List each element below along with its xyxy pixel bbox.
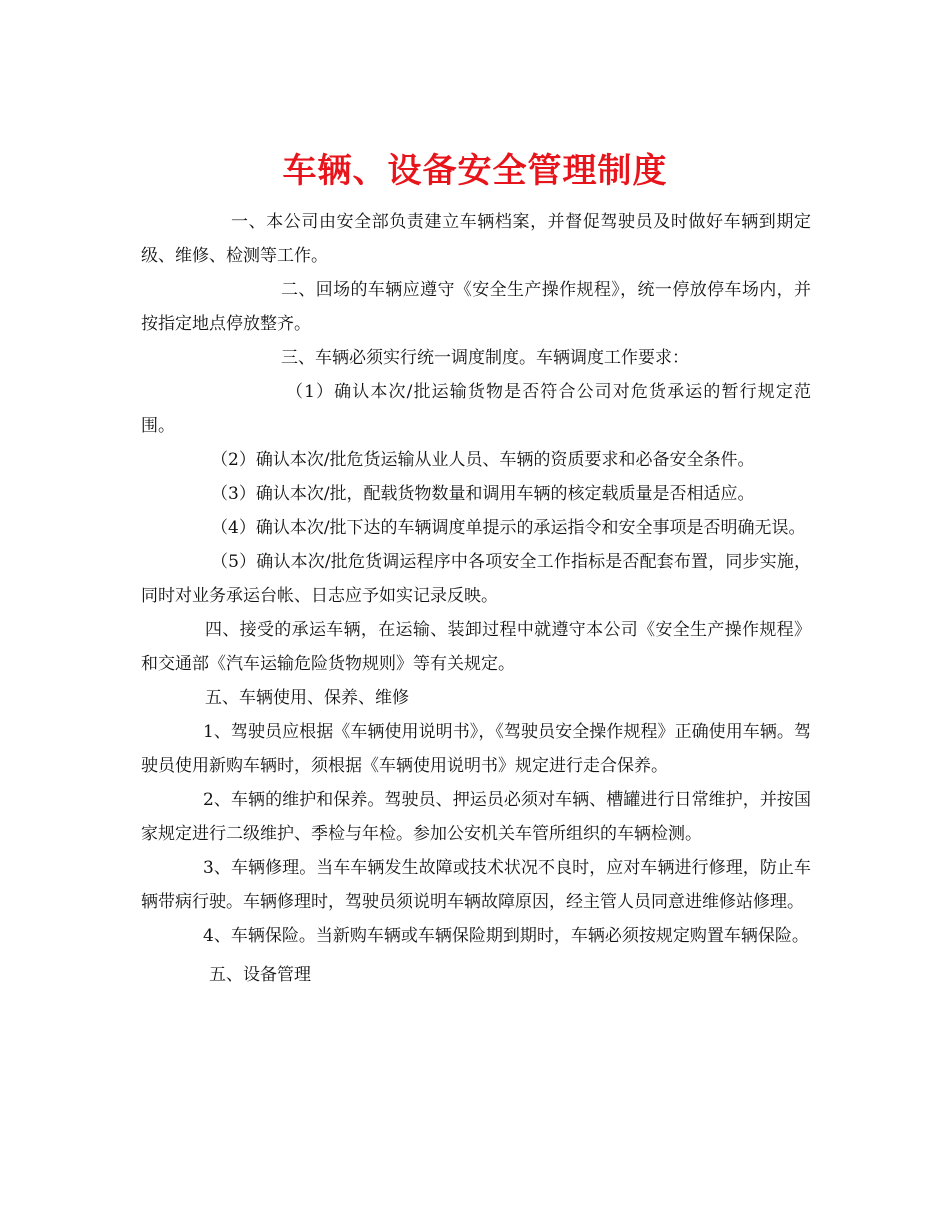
paragraph-7: （4）确认本次/批下达的车辆调度单提示的承运指令和安全事项是否明确无误。 (211, 518, 806, 538)
paragraph-15: 五、设备管理 (209, 965, 311, 985)
paragraph-10: 五、车辆使用、保养、维修 (205, 688, 409, 708)
document-body (141, 205, 811, 992)
paragraph-2: 二、回场的车辆应遵守《安全生产操作规程》，统一停放停车场内，并按指定地点停放整齐。 (141, 280, 811, 334)
paragraph-5: （2）确认本次/批危货运输从业人员、车辆的资质要求和必备安全条件。 (211, 450, 755, 470)
paragraph-14: 4、车辆保险。当新购车辆或车辆保险期到期时，车辆必须按规定购置车辆保险。 (203, 926, 809, 946)
paragraph-13: 3、车辆修理。当车车辆发生故障或技术状况不良时，应对车辆进行修理，防止车辆带病行驶。车辆修理时，驾驶员须说明车辆故障原因，经主管人员同意进维修站修理。 (141, 858, 811, 912)
paragraph-9: 四、接受的承运车辆，在运输、装卸过程中就遵守本公司《安全生产操作规程》和交通部《汽车运输危险货物规则》等有关规定。 (141, 620, 811, 674)
paragraph-8: （5）确认本次/批危货调运程序中各项安全工作指标是否配套布置，同步实施，同时对业务承运台帐、日志应予如实记录反映。 (141, 552, 811, 606)
paragraph-3: 三、车辆必须实行统一调度制度。车辆调度工作要求： (281, 348, 689, 368)
paragraph-1: 一、本公司由安全部负责建立车辆档案，并督促驾驶员及时做好车辆到期定级、维修、检测等工作。 (141, 212, 811, 266)
paragraph-12: 2、车辆的维护和保养。驾驶员、押运员必须对车辆、槽罐进行日常维护，并按国家规定进行二级维护、季检与年检。参加公安机关车管所组织的车辆检测。 (141, 790, 811, 844)
paragraph-11: 1、驾驶员应根据《车辆使用说明书》，《驾驶员安全操作规程》正确使用车辆。驾驶员使用新购车辆时，须根据《车辆使用说明书》规定进行走合保养。 (141, 722, 811, 776)
paragraph-6: （3）确认本次/批，配载货物数量和调用车辆的核定载质量是否相适应。 (211, 484, 755, 504)
document-title: 车辆、设备安全管理制度 (282, 150, 668, 191)
paragraph-4: （1）确认本次/批运输货物是否符合公司对危货承运的暂行规定范围。 (141, 382, 811, 436)
